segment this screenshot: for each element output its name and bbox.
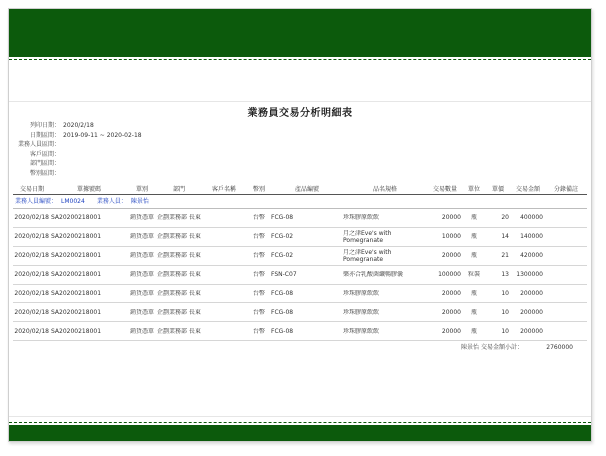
col-doc-no: 單據號碼 [76, 186, 101, 193]
salesperson-group-header: 業務人員編號： LM0024 業務人員： 陳景怡 [13, 195, 587, 209]
cell-price: 14 [501, 233, 509, 241]
cell-product-name: 珍珠膠原飲飲 [343, 214, 380, 222]
transaction-table [13, 185, 587, 355]
bottom-divider [9, 416, 591, 417]
cell-unit: 瓶 [470, 214, 477, 222]
cell-doc-no: SA20200218001 [51, 290, 102, 297]
cell-date: 2020/02/18 [14, 308, 49, 316]
cell-price: 10 [501, 327, 509, 335]
header-dashed-rule [9, 59, 591, 60]
cell-product-name: 珍珠膠原飲飲 [343, 308, 380, 316]
col-customer: 客戶名稱 [211, 186, 236, 193]
cell-date: 2020/02/18 [14, 271, 49, 279]
table-row [13, 285, 587, 304]
cell-amount: 200000 [520, 290, 543, 297]
table-row [13, 322, 587, 341]
cell-dept: 企劃業務部 長東 [157, 327, 201, 335]
col-amount: 交易金額 [515, 186, 540, 193]
report-page [8, 8, 592, 442]
cell-unit: 瓶 [470, 233, 477, 241]
cell-price: 10 [501, 308, 509, 316]
table-row [13, 228, 587, 247]
salesperson-name: 陳景怡 [130, 198, 149, 205]
meta-row: 部門區間： [29, 160, 60, 167]
cell-currency: 台幣 [252, 290, 265, 297]
col-note: 分錄備註 [553, 186, 578, 193]
cell-unit: 瓶 [470, 308, 477, 316]
col-dept: 部門 [172, 186, 185, 193]
cell-date: 2020/02/18 [14, 214, 49, 222]
cell-date: 2020/02/18 [14, 290, 49, 297]
cell-qty: 20000 [441, 214, 461, 222]
cell-product-no: FCG-08 [271, 214, 294, 222]
cell-unit: 瓶 [470, 252, 477, 260]
table-row [13, 247, 587, 266]
cell-type: 銷貨憑單 [129, 271, 154, 279]
cell-amount: 420000 [520, 252, 543, 260]
subtotal-amount: 2760000 [546, 344, 573, 352]
col-qty: 交易數量 [432, 186, 457, 193]
cell-dept: 企劃業務部 長東 [157, 214, 201, 222]
col-date: 交易日期 [19, 186, 44, 193]
cell-product-name: 珍珠膠原飲飲 [343, 290, 380, 297]
cell-product-name: 樂亦合乳酸菌纖暢膠囊 [343, 271, 404, 279]
meta-row: 幣別區間： [29, 169, 60, 177]
meta-row: 列印日期： 2020/2/18 [29, 122, 94, 129]
cell-date: 2020/02/18 [14, 252, 49, 260]
cell-doc-no: SA20200218001 [51, 252, 102, 260]
cell-type: 銷貨憑單 [129, 290, 154, 297]
cell-type: 銷貨憑單 [129, 252, 154, 260]
col-currency: 幣別 [252, 186, 265, 193]
cell-qty: 20000 [441, 252, 461, 260]
cell-qty: 20000 [441, 290, 461, 297]
col-type: 單別 [135, 186, 148, 193]
report-meta [15, 121, 142, 178]
cell-unit: 瓶 [470, 290, 477, 297]
cell-amount: 200000 [520, 308, 543, 316]
subtotal-row [13, 341, 587, 355]
table-row [13, 303, 587, 322]
cell-date: 2020/02/18 [14, 327, 49, 335]
cell-unit: 瓶 [470, 327, 477, 335]
cell-amount: 140000 [520, 233, 543, 241]
cell-currency: 台幣 [252, 327, 265, 335]
report-title: 業務員交易分析明細表 [247, 108, 353, 119]
subtotal-name: 陳景怡 [460, 344, 479, 352]
cell-amount: 400000 [520, 214, 543, 222]
cell-doc-no: SA20200218001 [51, 308, 102, 316]
cell-dept: 企劃業務部 長東 [157, 290, 201, 297]
cell-currency: 台幣 [252, 214, 265, 222]
cell-type: 銷貨憑單 [129, 327, 154, 335]
cell-qty: 20000 [441, 327, 461, 335]
table-body [13, 209, 587, 341]
col-price: 單價 [491, 186, 504, 193]
top-divider [9, 101, 591, 102]
cell-dept: 企劃業務部 長東 [157, 252, 201, 260]
cell-type: 銷貨憑單 [129, 308, 154, 316]
cell-unit: 粒裝 [467, 271, 480, 279]
salesperson-id: LM0024 [61, 198, 85, 205]
cell-currency: 台幣 [252, 308, 265, 316]
col-product-name: 品名規格 [372, 186, 397, 193]
subtotal-label: 交易金額小計： [480, 344, 523, 352]
col-product-no: 產品編號 [294, 186, 319, 193]
cell-product-name: 珍珠膠原飲飲 [343, 327, 380, 335]
col-unit: 單位 [467, 186, 480, 193]
cell-currency: 台幣 [252, 271, 265, 279]
table-row [13, 209, 587, 228]
cell-product-no: FCG-08 [271, 290, 294, 297]
table-header [13, 185, 587, 195]
cell-currency: 台幣 [252, 233, 265, 241]
cell-type: 銷貨憑單 [129, 233, 154, 241]
cell-doc-no: SA20200218001 [51, 271, 102, 279]
cell-price: 10 [501, 290, 509, 297]
cell-product-no: FSN-C07 [271, 271, 297, 279]
cell-dept: 企劃業務部 長東 [157, 271, 201, 279]
cell-doc-no: SA20200218001 [51, 233, 102, 241]
meta-row: 日期區間： 2019-09-11 ~ 2020-02-18 [29, 131, 142, 139]
cell-dept: 企劃業務部 長東 [157, 233, 201, 241]
cell-qty: 10000 [441, 233, 461, 241]
cell-currency: 台幣 [252, 252, 265, 260]
cell-dept: 企劃業務部 長東 [157, 308, 201, 316]
table-row [13, 266, 587, 285]
cell-product-no: FCG-08 [271, 327, 294, 335]
cell-type: 銷貨憑單 [129, 214, 154, 222]
cell-amount: 1300000 [516, 271, 543, 279]
cell-product-name: 月之津Eve's with Pomegranate [343, 248, 392, 263]
header-band [9, 9, 591, 57]
cell-price: 20 [501, 214, 509, 222]
meta-row: 業務人員區間： [17, 141, 60, 148]
cell-product-no: FCG-02 [271, 252, 294, 260]
cell-product-no: FCG-02 [271, 233, 294, 241]
cell-product-name: 月之津Eve's with Pomegranate [343, 229, 392, 244]
cell-doc-no: SA20200218001 [51, 214, 102, 222]
meta-row: 客戶區間： [29, 150, 60, 158]
footer-dashed-rule [9, 422, 591, 423]
cell-date: 2020/02/18 [14, 233, 49, 241]
cell-qty: 100000 [438, 271, 461, 279]
cell-price: 21 [501, 252, 509, 260]
cell-qty: 20000 [441, 308, 461, 316]
cell-doc-no: SA20200218001 [51, 327, 102, 335]
footer-band [9, 425, 591, 441]
cell-product-no: FCG-08 [271, 308, 294, 316]
cell-amount: 200000 [520, 327, 543, 335]
cell-price: 13 [501, 271, 509, 279]
